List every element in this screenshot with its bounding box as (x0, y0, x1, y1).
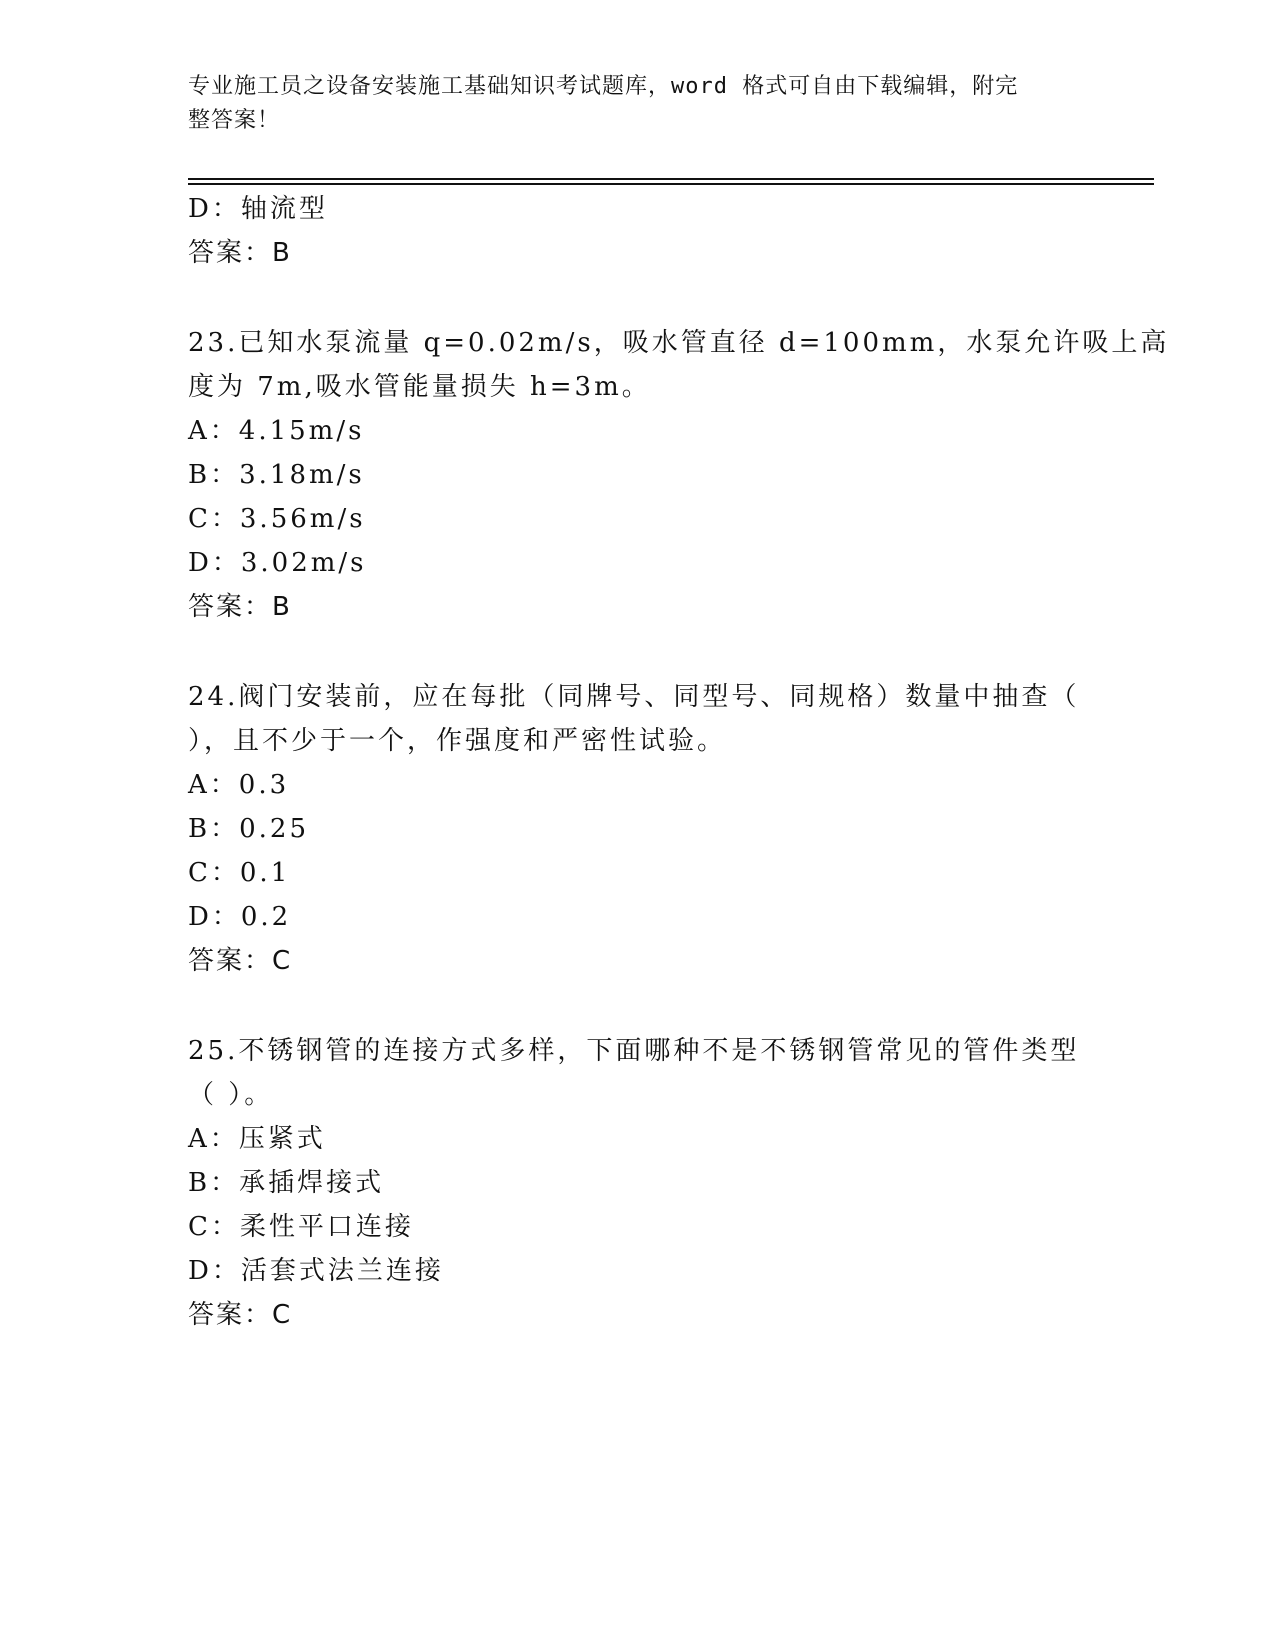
question-stem-line-2: （ ）。 (188, 1080, 274, 1110)
option-b: B：承插焊接式 (188, 1168, 385, 1198)
option-a: A：0.3 (188, 770, 290, 800)
question-stem-line-2: ），且不少于一个，作强度和严密性试验。 (188, 726, 727, 756)
option-b: B：0.25 (188, 814, 309, 844)
option-b: B：3.18m/s (188, 460, 365, 490)
answer: 答案：B (188, 592, 292, 622)
header-line-2: 整答案！ (188, 108, 281, 133)
option-d: D：3.02m/s (188, 548, 367, 578)
header-line-1: 专业施工员之设备安装施工基础知识考试题库，word 格式可自由下载编辑，附完 (188, 74, 1019, 99)
prev-option-d: D：轴流型 (188, 194, 328, 224)
option-c: C：3.56m/s (188, 504, 366, 534)
option-d: D：0.2 (188, 902, 292, 932)
question-stem-line-1: 24.阀门安装前，应在每批（同牌号、同型号、同规格）数量中抽查（ (188, 682, 1080, 712)
option-a: A：压紧式 (188, 1124, 326, 1154)
option-c: C：柔性平口连接 (188, 1212, 414, 1242)
option-c: C：0.1 (188, 858, 291, 888)
header-divider-top (188, 178, 1154, 180)
question-stem-line-1: 25.不锈钢管的连接方式多样，下面哪种不是不锈钢管常见的管件类型 (188, 1036, 1080, 1066)
answer: 答案：C (188, 946, 293, 976)
question-stem-line-2: 度为 7m,吸水管能量损失 h=3m。 (188, 372, 651, 402)
answer: 答案：C (188, 1300, 293, 1330)
header-divider-bottom (188, 183, 1154, 185)
document-header (188, 70, 1088, 138)
question-stem-line-1: 23.已知水泵流量 q=0.02m/s，吸水管直径 d=100mm，水泵允许吸上高 (188, 328, 1170, 358)
prev-answer: 答案：B (188, 238, 292, 268)
option-a: A：4.15m/s (188, 416, 365, 446)
option-d: D：活套式法兰连接 (188, 1256, 444, 1286)
